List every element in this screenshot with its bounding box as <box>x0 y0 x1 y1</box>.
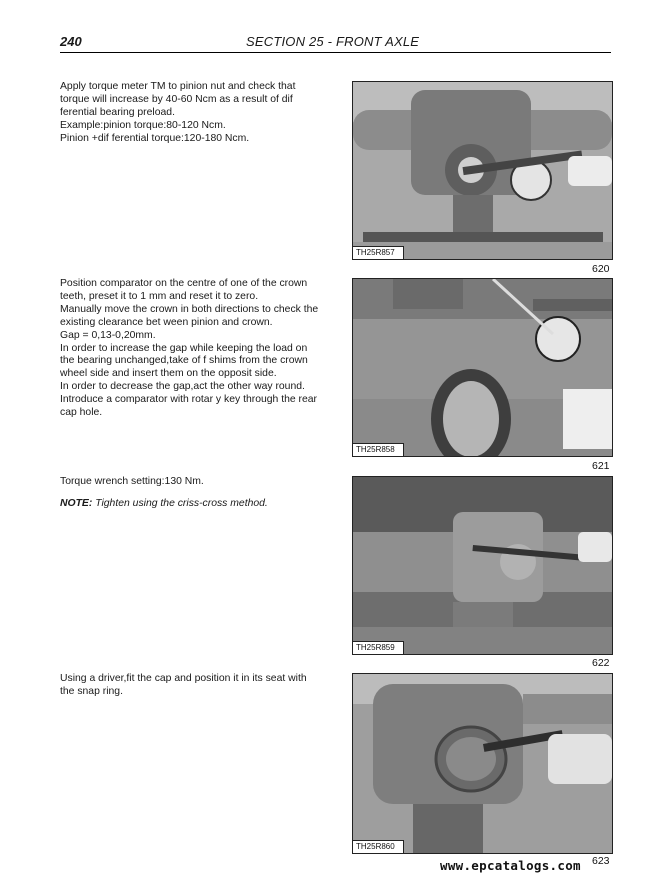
photo-label: TH25R859 <box>353 641 404 654</box>
figure-number: 622 <box>592 657 610 669</box>
page-number: 240 <box>60 34 82 49</box>
text-line: In order to increase the gap while keeping the load on the bearing unchanged,take of f shims from the crown wheel side and insert them on the opposit side. <box>60 342 308 380</box>
photo-621-image <box>353 279 612 456</box>
photo-622 <box>352 476 613 655</box>
text-line: Pinion +dif ferential torque:120-180 Ncm. <box>60 132 250 144</box>
note <box>60 498 322 511</box>
step-620-text <box>60 81 322 146</box>
step-622-text <box>60 476 322 511</box>
header-rule <box>60 52 611 53</box>
photo-622-image <box>353 477 612 654</box>
text-line: Example:pinion torque:80-120 Ncm. <box>60 119 226 131</box>
step-621-text <box>60 278 322 420</box>
step-623-text <box>60 673 322 699</box>
text-line: Manually move the crown in both directions to check the existing clearance bet ween pinion and crown. <box>60 303 319 328</box>
photo-label: TH25R860 <box>353 840 404 853</box>
text-line: Gap = 0,13-0,20mm. <box>60 329 156 341</box>
photo-label: TH25R857 <box>353 246 404 259</box>
text-line: In order to decrease the gap,act the other way round. <box>60 381 305 393</box>
section-title: SECTION 25 - FRONT AXLE <box>246 34 420 49</box>
figure-number: 620 <box>592 263 610 275</box>
text-line: Apply torque meter TM to pinion nut and check that torque will increase by 40-60 Ncm as a result of dif ferential bearing preload. <box>60 81 296 118</box>
photo-621 <box>352 278 613 457</box>
figure-number: 621 <box>592 460 610 472</box>
text-line: Torque wrench setting:130 Nm. <box>60 476 204 487</box>
photo-620 <box>352 81 613 260</box>
photo-620-image <box>353 82 612 259</box>
page-header <box>60 34 611 52</box>
photo-623-image <box>353 674 612 853</box>
photo-label: TH25R858 <box>353 443 404 456</box>
text-line: Using a driver,fit the cap and position it in its seat with the snap ring. <box>60 673 307 697</box>
text-line: Position comparator on the centre of one of the crown teeth, preset it to 1 mm and reset it to zero. <box>60 278 308 302</box>
figure-number: 623 <box>592 855 610 867</box>
note-text: Tighten using the criss-cross method. <box>95 497 268 509</box>
note-label: NOTE: <box>60 497 93 509</box>
photo-623 <box>352 673 613 854</box>
text-line: Introduce a comparator with rotar y key through the rear cap hole. <box>60 394 318 419</box>
watermark: www.epcatalogs.com <box>440 858 581 873</box>
